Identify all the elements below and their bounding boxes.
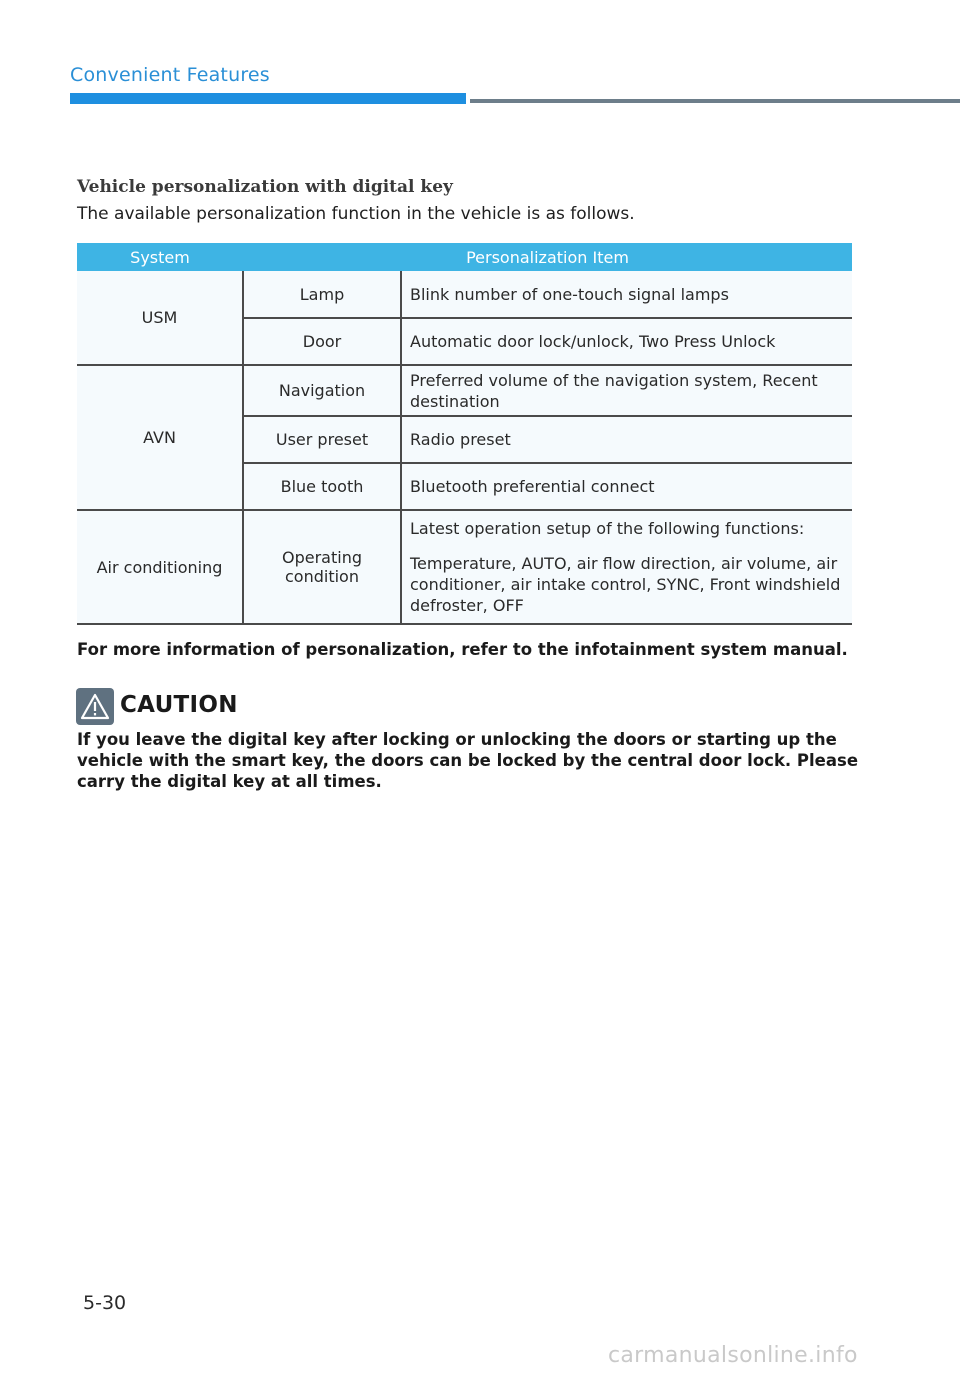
system-cell-avn: AVN: [77, 365, 243, 510]
caution-body: If you leave the digital key after locking or unlocking the doors or starting up the vehicle with the smart key, the doors can be locked by the central door lock. Please carry the digital key at all times.: [77, 730, 859, 791]
caution-title: CAUTION: [120, 692, 238, 718]
item-cell: User preset: [243, 416, 401, 463]
item-cell: Operating condition: [243, 510, 401, 624]
description-cell: Automatic door lock/unlock, Two Press Unlock: [401, 318, 852, 365]
system-cell-air-conditioning: Air conditioning: [77, 510, 243, 624]
intro-text: The available personalization function in the vehicle is as follows.: [77, 204, 635, 224]
header-personalization-item: Personalization Item: [243, 243, 852, 271]
table-header-row: [77, 243, 852, 271]
watermark: carmanualsonline.info: [608, 1343, 858, 1368]
item-cell: Door: [243, 318, 401, 365]
item-cell: Navigation: [243, 365, 401, 416]
page-number: 5-30: [83, 1292, 127, 1314]
header-accent-bar: [70, 93, 466, 104]
paragraph-gap: [410, 539, 844, 553]
section-heading: Vehicle personalization with digital key: [77, 177, 453, 197]
table-row: [77, 271, 852, 318]
system-cell-usm: USM: [77, 271, 243, 365]
header-system: System: [77, 243, 243, 271]
more-info-note: For more information of personalization, refer to the infotainment system manual.: [77, 640, 848, 659]
section-title: Convenient Features: [70, 64, 270, 86]
description-cell: Preferred volume of the navigation system, Recent destination: [401, 365, 852, 416]
description-line: Temperature, AUTO, air flow direction, air volume, air conditioner, air intake control, SYNC, Front windshield defroster, OFF: [410, 554, 841, 615]
description-line: Latest operation setup of the following functions:: [410, 519, 805, 538]
description-cell: [401, 510, 852, 624]
header-rule: [470, 99, 960, 103]
table-row: [77, 510, 852, 624]
warning-triangle-icon: [76, 688, 114, 725]
table-row: [77, 365, 852, 416]
item-cell: Lamp: [243, 271, 401, 318]
description-cell: Bluetooth preferential connect: [401, 463, 852, 510]
personalization-table: [77, 243, 852, 625]
description-cell: Blink number of one-touch signal lamps: [401, 271, 852, 318]
description-cell: Radio preset: [401, 416, 852, 463]
item-cell: Blue tooth: [243, 463, 401, 510]
